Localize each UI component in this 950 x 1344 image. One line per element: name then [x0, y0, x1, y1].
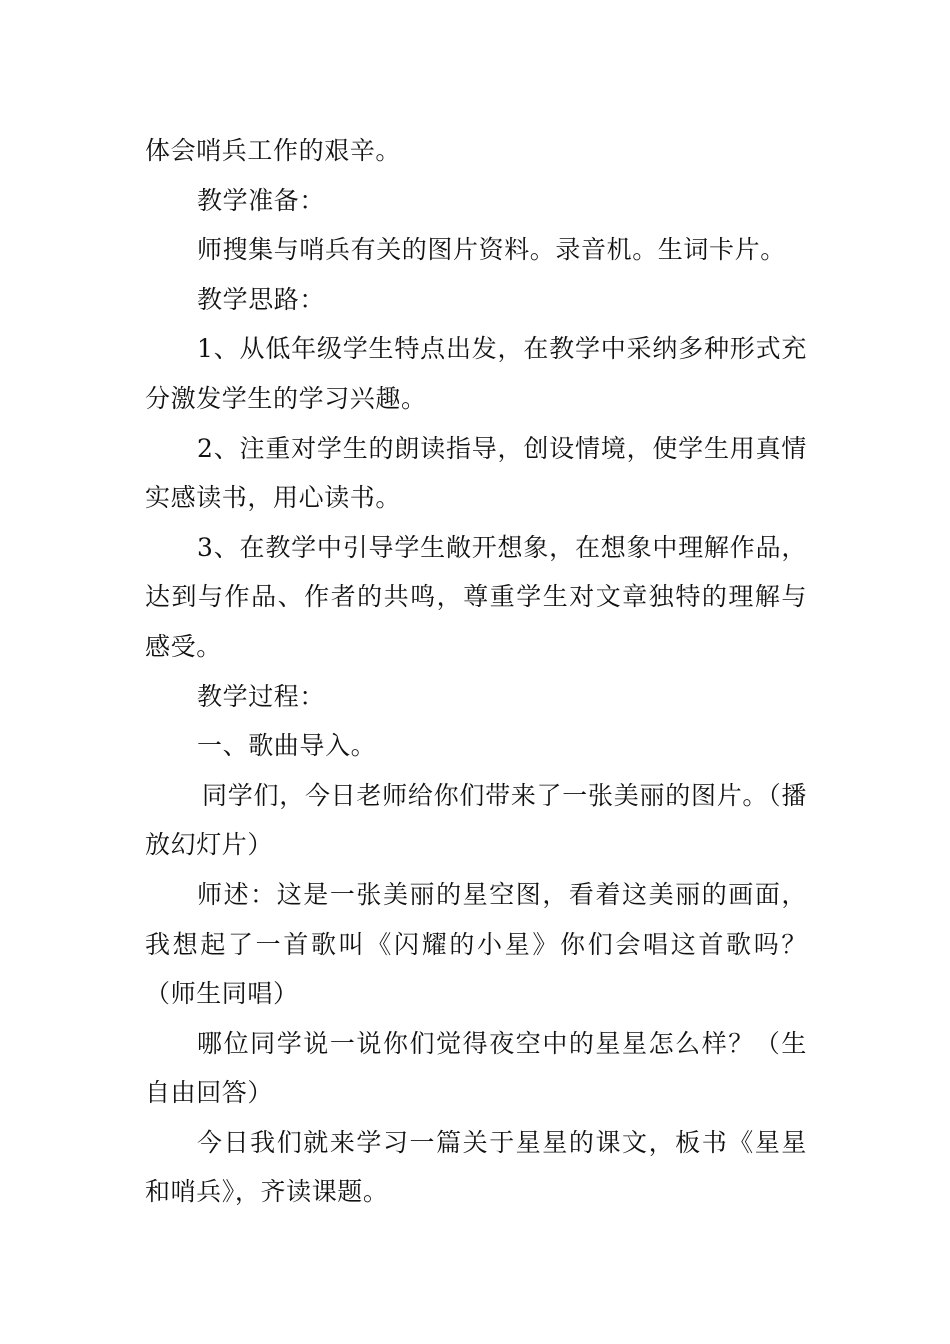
- heading-teaching-process: 教学过程：: [197, 681, 326, 711]
- paragraph-preparation-materials: 师搜集与哨兵有关的图片资料。录音机。生词卡片。: [197, 235, 786, 265]
- paragraph-teacher-narration: 师述：这是一张美丽的星空图，看着这美丽的画面，我想起了一首歌叫《闪耀的小星》你们会唱这首歌吗？（师生同唱）: [145, 879, 807, 1009]
- paragraph-approach-2: 2、注重对学生的朗读指导，创设情境，使学生用真情实感读书，用心读书。: [145, 433, 807, 513]
- heading-teaching-preparation: 教学准备：: [197, 185, 326, 215]
- paragraph-show-picture: 同学们，今日老师给你们带来了一张美丽的图片。（播放幻灯片）: [145, 780, 807, 860]
- paragraph-approach-1: 1、从低年级学生特点出发，在教学中采纳多种形式充分激发学生的学习兴趣。: [145, 334, 807, 413]
- paragraph-lesson-title: 今日我们就来学习一篇关于星星的课文，板书《星星和哨兵》，齐读课题。: [145, 1127, 807, 1207]
- paragraph-continuation: 体会哨兵工作的艰辛。: [145, 136, 402, 165]
- paragraph-question-stars: 哪位同学说一说你们觉得夜空中的星星怎么样？（生自由回答）: [145, 1028, 807, 1108]
- document-body: [145, 126, 807, 1217]
- paragraph-approach-3: 3、在教学中引导学生敞开想象，在想象中理解作品，达到与作品、作者的共鸣，尊重学生对文章独特的理解与感受。: [145, 532, 807, 661]
- heading-song-introduction: 一、歌曲导入。: [197, 731, 377, 761]
- heading-teaching-approach: 教学思路：: [197, 284, 326, 314]
